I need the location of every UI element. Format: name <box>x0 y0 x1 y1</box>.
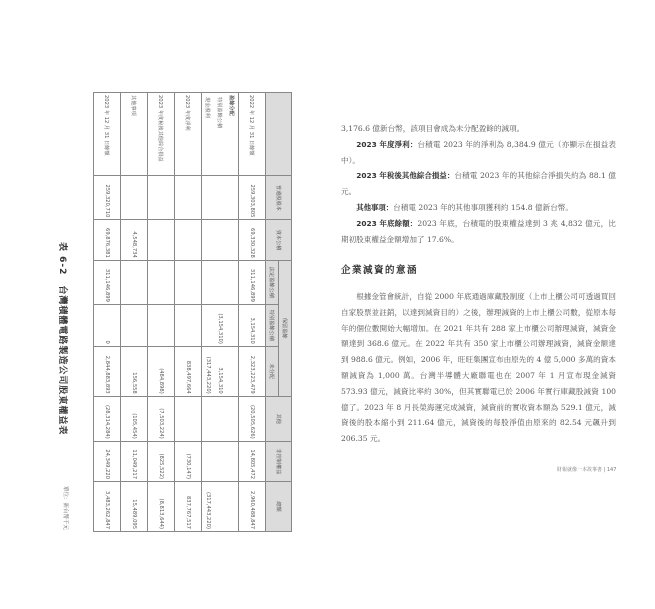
cell-unappropriated: 3,154,310 <box>214 346 226 396</box>
table-row <box>175 93 202 532</box>
table-row <box>202 93 215 532</box>
cell-legal-reserve <box>121 260 148 304</box>
cell-special-reserve <box>202 304 215 346</box>
header-retained-earnings: 保留盈餘 <box>279 260 292 396</box>
cell-other <box>226 396 239 441</box>
cell-non-controlling: 24,349,220 <box>94 441 121 481</box>
cell-other <box>202 396 215 441</box>
section-heading: 企業減資的意涵 <box>341 265 419 276</box>
cell-common-stock <box>214 176 226 220</box>
cell-non-controlling: (825,522) <box>148 441 175 481</box>
item-net-income <box>341 137 616 169</box>
header-special-reserve: 特別盈餘公積 <box>266 304 279 346</box>
cell-other: (20,505,626) <box>239 396 266 441</box>
cell-unappropriated <box>226 346 239 396</box>
cell-other <box>175 396 202 441</box>
header-common-stock: 普通股股本 <box>266 176 292 220</box>
table-title: 表 6-2 台灣積體電路製造公司股東權益表 <box>57 242 67 436</box>
table-row <box>121 93 148 532</box>
row-label: 2023 年度稅後其他綜合損益 <box>148 93 175 176</box>
item-sep: ： <box>409 218 418 228</box>
cell-unappropriated: 2,323,223,479 <box>239 346 266 396</box>
item-term: 2023 年底餘額 <box>356 218 410 228</box>
cell-legal-reserve: 311,146,899 <box>94 260 121 304</box>
cell-capital-surplus <box>148 220 175 260</box>
cell-common-stock: 259,320,710 <box>94 176 121 220</box>
cell-non-controlling <box>214 441 226 481</box>
cell-legal-reserve <box>175 260 202 304</box>
cell-legal-reserve <box>214 260 226 304</box>
table-row <box>226 93 239 532</box>
cell-total <box>226 482 239 532</box>
header-capital-surplus: 資本公積 <box>266 220 292 260</box>
cell-common-stock <box>175 176 202 220</box>
cell-other: (28,314,284) <box>94 396 121 441</box>
row-label: 其他事項 <box>121 93 148 176</box>
cell-other: (105,454) <box>121 396 148 441</box>
item-text: 台積電 2023 年的淨利為 8,384.9 億元（亦顯示在損益表中）。 <box>341 139 616 165</box>
cell-special-reserve: (3,154,310) <box>214 304 226 346</box>
cell-total: (317,443,220) <box>202 482 215 532</box>
cell-capital-surplus: 69,876,381 <box>94 220 121 260</box>
item-term: 其他事項 <box>356 202 386 212</box>
cell-legal-reserve <box>148 260 175 304</box>
row-label: 現金股利 <box>202 93 215 176</box>
cell-capital-surplus <box>226 220 239 260</box>
section-body <box>341 289 616 447</box>
cell-legal-reserve <box>226 260 239 304</box>
cell-common-stock <box>148 176 175 220</box>
cell-other: (7,503,224) <box>148 396 175 441</box>
table-row <box>239 93 266 532</box>
cell-capital-surplus: 69,330,328 <box>239 220 266 260</box>
cell-special-reserve <box>226 304 239 346</box>
item-term: 2023 年稅後其他綜合損益 <box>356 171 447 181</box>
cell-total: 2,960,488,847 <box>239 482 266 532</box>
item-term: 2023 年度淨利 <box>356 139 410 149</box>
header-other: 其他 <box>266 396 292 441</box>
cell-capital-surplus <box>214 220 226 260</box>
header-non-controlling: 非控制權益 <box>266 441 292 481</box>
cell-non-controlling: (730,147) <box>175 441 202 481</box>
cell-legal-reserve <box>202 260 215 304</box>
cell-total: 15,489,095 <box>121 482 148 532</box>
equity-table <box>93 92 292 532</box>
cell-non-controlling: 14,805,472 <box>239 441 266 481</box>
rotated-table-content <box>52 92 292 532</box>
item-text: 台積電 2023 年的其他綜合淨損失約為 88.1 億元。 <box>341 171 616 197</box>
cell-unappropriated: (317,443,220) <box>202 346 215 396</box>
cell-special-reserve <box>121 304 148 346</box>
rotated-table-wrapper <box>52 92 292 532</box>
cell-common-stock <box>121 176 148 220</box>
table-row <box>94 93 121 532</box>
cell-non-controlling <box>202 441 215 481</box>
header-total: 總額 <box>266 482 292 532</box>
header-unappropriated: 未分配 <box>266 346 279 396</box>
item-sep: ： <box>409 139 418 149</box>
equity-explanation-text <box>341 121 616 247</box>
cell-total: 837,767,517 <box>175 482 202 532</box>
table-row <box>148 93 175 532</box>
cell-capital-surplus <box>202 220 215 260</box>
cell-legal-reserve: 311,146,899 <box>239 260 266 304</box>
cell-capital-surplus: 4,548,734 <box>121 220 148 260</box>
cell-total: (8,813,644) <box>148 482 175 532</box>
row-label: 2023 年度淨利 <box>175 93 202 176</box>
cell-unappropriated: 2,844,883,893 <box>94 346 121 396</box>
row-label: 盈餘分配 <box>226 93 239 176</box>
table-row <box>214 93 226 532</box>
left-page <box>0 0 327 609</box>
item-other <box>341 200 616 216</box>
cell-total: 3,483,262,847 <box>94 482 121 532</box>
cell-capital-surplus <box>175 220 202 260</box>
cell-common-stock <box>202 176 215 220</box>
cell-special-reserve: 3,154,310 <box>239 304 266 346</box>
header-label <box>266 93 292 176</box>
cell-unappropriated: (484,898) <box>148 346 175 396</box>
cell-special-reserve: 0 <box>94 304 121 346</box>
row-label: 2023 年 12 月 31 日餘額 <box>94 93 121 176</box>
item-oci <box>341 168 616 200</box>
right-page <box>327 0 655 609</box>
cell-unappropriated: 156,558 <box>121 346 148 396</box>
section-paragraph: 根據金管會統計，自從 2000 年底通過庫藏股制度（上市上櫃公司可透過買回自家股票並註銷，以達到減資目的）之後，辦理減資的上市上櫃公司數，從原本每年的個位數開始大幅增加。在 2021 年共有 288 家上市櫃公司辦理減資，減資金額達到 368.6 億元。在 2022 年共有 350 家上市櫃公司辦理減資，減資金額達到 988.6 億元。例如，2006 年，旺旺集團宣布由原先的 4 億 5,000 多萬的資本額減資為 1,000 萬。台灣半導體大廠聯電也在 2007 年 1 月宣布現金減資 573.93 億元，減資比率約 30%，但其實聯電已於 2006 年實行庫藏股減資 100 億了。2023 年 8 月長榮海運完成減資，減資前的實收資本額為 529.1 億元，減資後的股本縮小到 211.64 億元，減資後的每股淨值由原來的 82.54 元飆升到 206.35 元。 <box>341 292 616 444</box>
cell-common-stock <box>226 176 239 220</box>
cell-common-stock: 259,303,805 <box>239 176 266 220</box>
header-legal-reserve: 法定盈餘公積 <box>266 260 279 304</box>
cell-other <box>214 396 226 441</box>
cell-special-reserve <box>175 304 202 346</box>
item-sep: ： <box>446 171 455 181</box>
cell-unappropriated: 838,497,664 <box>175 346 202 396</box>
cell-non-controlling: 11,049,217 <box>121 441 148 481</box>
row-label: 特別盈餘公積 <box>214 93 226 176</box>
cell-non-controlling <box>226 441 239 481</box>
item-ending-balance <box>341 216 616 248</box>
item-text: 2023 年底，台積電的股東權益達到 3 兆 4,832 億元，比期初股東權益金額增加了 17.6%。 <box>341 218 616 244</box>
item-sep: ： <box>385 202 394 212</box>
item-text: 台積電 2023 年的其他事項獲利約 154.8 億新台幣。 <box>393 202 573 212</box>
row-label: 2022 年 12 月 31 日餘額 <box>239 93 266 176</box>
table-unit: 單位：新台幣千元 <box>62 485 68 530</box>
cell-special-reserve <box>148 304 175 346</box>
cell-total <box>214 482 226 532</box>
page-footer: 財報就像一本故事書 | 147 <box>557 467 617 473</box>
paragraph-lead: 3,176.6 億新台幣，該項目會成為未分配盈餘的減項。 <box>341 124 525 133</box>
